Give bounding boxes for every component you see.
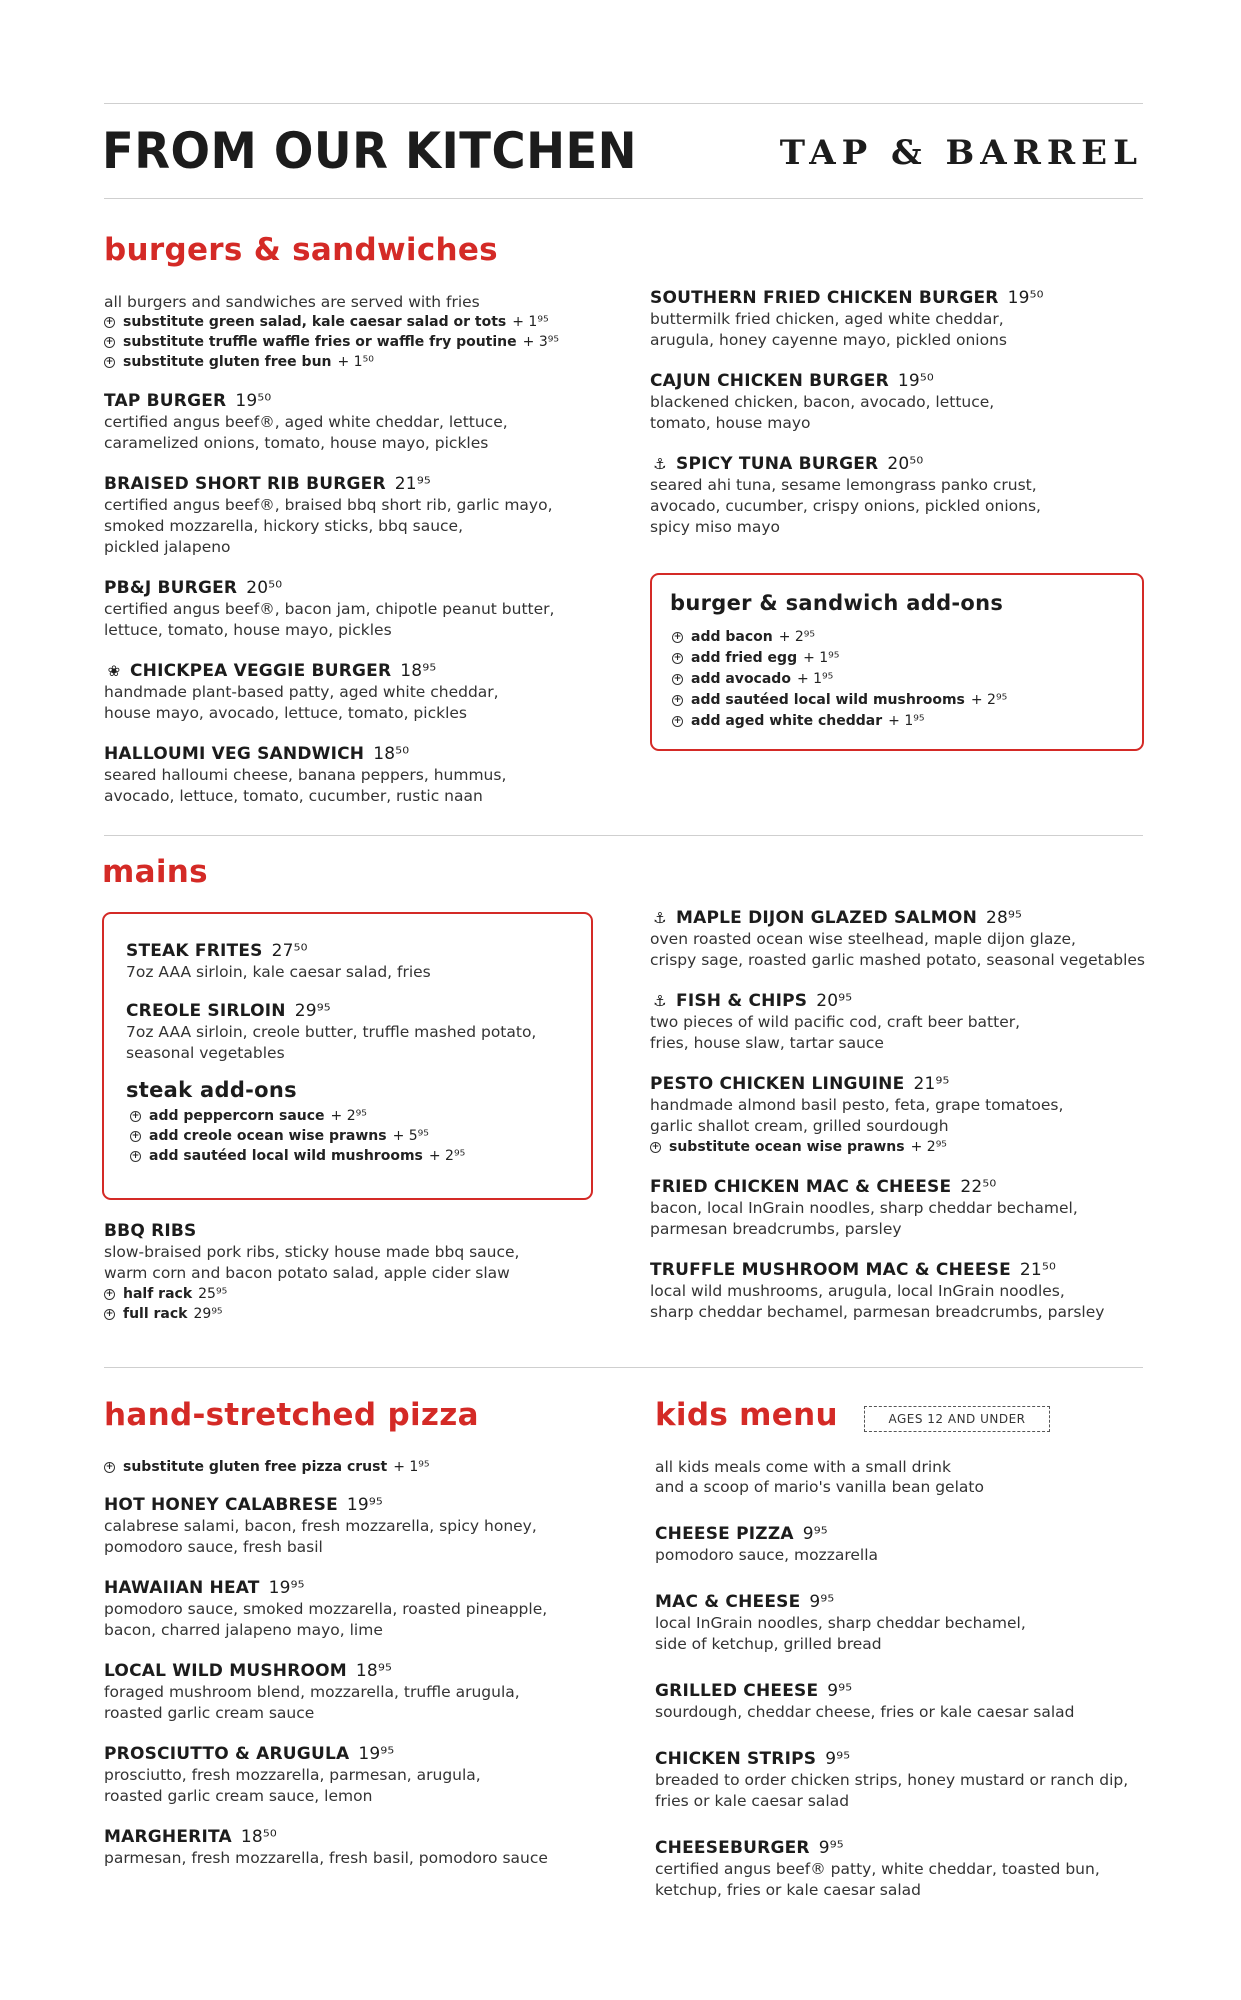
- item-price: 9⁹⁵: [827, 1681, 853, 1701]
- option-price: + 2⁹⁵: [970, 692, 1008, 708]
- add-icon: +: [131, 1110, 140, 1121]
- option-row: [672, 711, 1124, 732]
- option-price: + 2⁹⁵: [778, 629, 816, 645]
- bbq-ribs-name: BBQ RIBS: [104, 1221, 197, 1241]
- item-name-row: [650, 907, 1150, 929]
- add-icon: +: [673, 632, 682, 642]
- menu-item: [104, 473, 664, 558]
- item-desc: warm corn and bacon potato salad, apple cider slaw: [104, 1264, 510, 1282]
- ages-badge: AGES 12 AND UNDER: [864, 1406, 1050, 1432]
- pizza-option: [104, 1457, 644, 1477]
- item-desc: house mayo, avocado, lettuce, tomato, pickles: [104, 704, 467, 722]
- item-name-row: [126, 1000, 569, 1022]
- item-name: PB&J BURGER: [104, 578, 238, 598]
- item-price: 20⁵⁰: [246, 578, 283, 598]
- item-name: BRAISED SHORT RIB BURGER: [104, 474, 386, 494]
- item-desc: tomato, house mayo: [650, 414, 811, 432]
- item-price: 28⁹⁵: [986, 908, 1023, 928]
- steak-box: [102, 912, 593, 1200]
- option-row: [672, 648, 1124, 669]
- item-name: HALLOUMI VEG SANDWICH: [104, 744, 365, 764]
- item-desc: two pieces of wild pacific cod, craft beer batter,: [650, 1013, 1021, 1031]
- option-price: 25⁹⁵: [198, 1286, 228, 1302]
- add-icon: +: [673, 674, 682, 684]
- kids-note: [655, 1457, 1155, 1497]
- option-row: [672, 690, 1124, 711]
- option-price: + 1⁵⁰: [337, 354, 374, 370]
- section-title-mains: mains: [102, 854, 208, 890]
- option-label: add sautéed local wild mushrooms: [149, 1148, 423, 1164]
- option-row: [650, 1137, 1150, 1157]
- burger-addons-title: burger & sandwich add-ons: [670, 591, 1004, 615]
- option-price: + 2⁹⁵: [428, 1148, 466, 1164]
- item-desc: bacon, charred jalapeno mayo, lime: [104, 1621, 383, 1639]
- item-price: 18⁹⁵: [400, 661, 437, 681]
- item-desc: fries or kale caesar salad: [655, 1792, 850, 1810]
- item-name: CHEESEBURGER: [655, 1838, 810, 1858]
- item-name-row: [650, 453, 1130, 475]
- item-name-row: [650, 1176, 1150, 1198]
- ocean-wise-icon: ⚓: [653, 909, 667, 927]
- item-name: TRUFFLE MUSHROOM MAC & CHEESE: [650, 1260, 1011, 1280]
- item-price: 18⁹⁵: [355, 1661, 392, 1681]
- mains-right-list: [650, 907, 1150, 1323]
- item-desc: calabrese salami, bacon, fresh mozzarella, spicy honey,: [104, 1517, 537, 1535]
- item-price: 9⁹⁵: [809, 1592, 835, 1612]
- item-desc: seared ahi tuna, sesame lemongrass panko crust,: [650, 476, 1037, 494]
- burger-addons-list: [670, 627, 1124, 732]
- section-title-kids: kids menu: [655, 1397, 838, 1433]
- add-icon: +: [131, 1130, 140, 1141]
- add-icon: +: [673, 695, 682, 705]
- page-title: FROM OUR KITCHEN: [102, 122, 638, 180]
- item-desc: roasted garlic cream sauce: [104, 1704, 315, 1722]
- item-desc: sharp cheddar bechamel, parmesan breadcrumbs, parsley: [650, 1303, 1105, 1321]
- item-name-row: [104, 743, 664, 765]
- item-price: 9⁹⁵: [818, 1838, 844, 1858]
- menu-item: [104, 1826, 644, 1869]
- item-name: FRIED CHICKEN MAC & CHEESE: [650, 1177, 952, 1197]
- option-row: [104, 312, 664, 332]
- option-label: add creole ocean wise prawns: [149, 1128, 387, 1144]
- bbq-ribs-item: [104, 1220, 644, 1324]
- ocean-wise-icon: ⚓: [653, 992, 667, 1010]
- item-name: SOUTHERN FRIED CHICKEN BURGER: [650, 288, 999, 308]
- item-name-row: [655, 1680, 1155, 1702]
- item-name: CHICKPEA VEGGIE BURGER: [130, 661, 392, 681]
- item-desc: parmesan breadcrumbs, parsley: [650, 1220, 902, 1238]
- item-desc: parmesan, fresh mozzarella, fresh basil, pomodoro sauce: [104, 1849, 548, 1867]
- item-name: HOT HONEY CALABRESE: [104, 1495, 338, 1515]
- item-name-row: [104, 390, 664, 412]
- option-price: + 1⁹⁵: [803, 650, 840, 666]
- item-desc: seasonal vegetables: [126, 1044, 285, 1062]
- menu-item: [650, 287, 1130, 351]
- option-row: [104, 1284, 644, 1304]
- menu-item: [104, 1743, 644, 1807]
- option-label: half rack: [123, 1286, 193, 1302]
- plant-based-icon: ❀: [107, 662, 121, 680]
- item-name-row: [655, 1748, 1155, 1770]
- steak-addons-list: [126, 1106, 569, 1166]
- item-desc: pomodoro sauce, mozzarella: [655, 1546, 879, 1564]
- item-desc: avocado, lettuce, tomato, cucumber, rustic naan: [104, 787, 483, 805]
- item-price: 18⁵⁰: [240, 1827, 277, 1847]
- item-price: 9⁹⁵: [825, 1749, 851, 1769]
- pizza-rule: [104, 1367, 1143, 1368]
- item-name: PESTO CHICKEN LINGUINE: [650, 1074, 905, 1094]
- menu-item: [650, 370, 1130, 434]
- item-price: 19⁹⁵: [346, 1495, 383, 1515]
- option-label: substitute gluten free pizza crust: [123, 1459, 388, 1475]
- item-desc: pickled jalapeno: [104, 538, 231, 556]
- kids-note-line: and a scoop of mario's vanilla bean gelato: [655, 1478, 984, 1496]
- item-name: HAWAIIAN HEAT: [104, 1578, 260, 1598]
- menu-item: [650, 990, 1150, 1054]
- menu-item: [655, 1591, 1155, 1655]
- add-icon: +: [673, 716, 682, 726]
- brand-logo: TAP & BARREL: [779, 133, 1143, 173]
- option-row: [672, 627, 1124, 648]
- item-desc: roasted garlic cream sauce, lemon: [104, 1787, 373, 1805]
- item-desc: pomodoro sauce, fresh basil: [104, 1538, 323, 1556]
- item-desc: pomodoro sauce, smoked mozzarella, roasted pineapple,: [104, 1600, 548, 1618]
- item-name-row: [104, 1660, 644, 1682]
- item-name-row: [655, 1591, 1155, 1613]
- item-desc: oven roasted ocean wise steelhead, maple dijon glaze,: [650, 930, 1076, 948]
- section-title-burgers: burgers & sandwiches: [104, 232, 498, 268]
- item-desc: caramelized onions, tomato, house mayo, pickles: [104, 434, 489, 452]
- menu-item: [126, 1000, 569, 1064]
- burgers-right-column: [650, 287, 1130, 538]
- item-price: 21⁹⁵: [394, 474, 431, 494]
- section-title-pizza: hand-stretched pizza: [104, 1397, 479, 1433]
- burgers-left-column: [104, 292, 664, 807]
- option-label: substitute green salad, kale caesar salad or tots: [123, 314, 507, 330]
- option-price: + 3⁹⁵: [522, 334, 559, 350]
- option-label: full rack: [123, 1306, 188, 1322]
- option-label: substitute gluten free bun: [123, 354, 332, 370]
- mains-right-column: [650, 907, 1150, 1323]
- item-desc: foraged mushroom blend, mozzarella, truffle arugula,: [104, 1683, 520, 1701]
- option-row: [130, 1126, 569, 1146]
- option-price: + 2⁹⁵: [330, 1108, 367, 1124]
- item-desc: certified angus beef®, braised bbq short rib, garlic mayo,: [104, 496, 553, 514]
- item-name: STEAK FRITES: [126, 941, 263, 961]
- item-desc: blackened chicken, bacon, avocado, lettuce,: [650, 393, 995, 411]
- item-name: MAC & CHEESE: [655, 1592, 801, 1612]
- item-desc: buttermilk fried chicken, aged white cheddar,: [650, 310, 1004, 328]
- option-row: [130, 1106, 569, 1126]
- item-name-row: [126, 940, 569, 962]
- add-icon: +: [105, 1308, 114, 1319]
- item-name: FISH & CHIPS: [676, 991, 808, 1011]
- option-label: add fried egg: [691, 650, 798, 666]
- option-row: [672, 669, 1124, 690]
- menu-item: [655, 1680, 1155, 1723]
- add-icon: +: [131, 1150, 140, 1161]
- header-rule: [104, 198, 1143, 199]
- item-name-row: [104, 660, 664, 682]
- item-desc: 7oz AAA sirloin, creole butter, truffle mashed potato,: [126, 1023, 537, 1041]
- item-name: MAPLE DIJON GLAZED SALMON: [676, 908, 977, 928]
- menu-item: [650, 1176, 1150, 1240]
- item-desc: arugula, honey cayenne mayo, pickled onions: [650, 331, 1007, 349]
- item-name: TAP BURGER: [104, 391, 227, 411]
- burgers-options: [104, 312, 664, 372]
- kids-list: [655, 1523, 1155, 1901]
- add-icon: +: [105, 1461, 114, 1472]
- item-name-row: [104, 577, 664, 599]
- item-desc: garlic shallot cream, grilled sourdough: [650, 1117, 949, 1135]
- menu-item: [104, 1494, 644, 1558]
- menu-item: [655, 1523, 1155, 1566]
- menu-item: [126, 940, 569, 983]
- item-desc: ketchup, fries or kale caesar salad: [655, 1881, 921, 1899]
- item-desc: crispy sage, roasted garlic mashed potato, seasonal vegetables: [650, 951, 1146, 969]
- item-name-row: [104, 473, 664, 495]
- item-name: MARGHERITA: [104, 1827, 232, 1847]
- pizza-column: [104, 1457, 644, 1869]
- pizza-list: [104, 1494, 644, 1869]
- steak-addons-title: steak add-ons: [126, 1078, 297, 1102]
- menu-item: [104, 1660, 644, 1724]
- menu-item: [104, 660, 664, 724]
- item-desc: slow-braised pork ribs, sticky house made bbq sauce,: [104, 1243, 520, 1261]
- menu-item: [650, 1073, 1150, 1157]
- item-price: 20⁵⁰: [887, 454, 924, 474]
- menu-item: [655, 1748, 1155, 1812]
- item-price: 19⁵⁰: [897, 371, 934, 391]
- option-label: add aged white cheddar: [691, 713, 883, 729]
- item-name: SPICY TUNA BURGER: [676, 454, 879, 474]
- option-label: add sautéed local wild mushrooms: [691, 692, 965, 708]
- burgers-right-list: [650, 287, 1130, 538]
- item-price: 27⁵⁰: [271, 941, 308, 961]
- item-desc: avocado, cucumber, crispy onions, pickled onions,: [650, 497, 1041, 515]
- item-name: PROSCIUTTO & ARUGULA: [104, 1744, 350, 1764]
- menu-item: [655, 1837, 1155, 1901]
- item-name-row: [655, 1523, 1155, 1545]
- add-icon: +: [105, 356, 114, 367]
- option-price: + 1⁹⁵: [393, 1459, 430, 1475]
- menu-item: [104, 390, 664, 454]
- add-icon: +: [105, 1288, 114, 1299]
- option-label: substitute truffle waffle fries or waffle fry poutine: [123, 334, 517, 350]
- item-name: LOCAL WILD MUSHROOM: [104, 1661, 347, 1681]
- item-name: CHEESE PIZZA: [655, 1524, 794, 1544]
- item-price: 21⁵⁰: [1019, 1260, 1056, 1280]
- item-name-row: [104, 1743, 644, 1765]
- option-label: substitute ocean wise prawns: [669, 1139, 905, 1155]
- kids-column: [655, 1457, 1155, 1901]
- option-price: + 2⁹⁵: [910, 1139, 947, 1155]
- option-price: + 5⁹⁵: [392, 1128, 429, 1144]
- bbq-ribs-options: [104, 1284, 644, 1324]
- option-label: add avocado: [691, 671, 791, 687]
- item-desc: certified angus beef®, aged white cheddar, lettuce,: [104, 413, 508, 431]
- add-icon: +: [105, 336, 114, 347]
- item-desc: side of ketchup, grilled bread: [655, 1635, 882, 1653]
- item-price: 18⁵⁰: [373, 744, 410, 764]
- item-desc: handmade plant-based patty, aged white cheddar,: [104, 683, 499, 701]
- menu-item: [650, 1259, 1150, 1323]
- item-name: CREOLE SIRLOIN: [126, 1001, 286, 1021]
- item-price: 19⁹⁵: [268, 1578, 305, 1598]
- steak-list: [126, 940, 569, 1064]
- item-name-row: [655, 1837, 1155, 1859]
- item-name-row: [104, 1494, 644, 1516]
- item-price: 19⁹⁵: [358, 1744, 395, 1764]
- item-desc: certified angus beef®, bacon jam, chipotle peanut butter,: [104, 600, 555, 618]
- item-desc: certified angus beef® patty, white cheddar, toasted bun,: [655, 1860, 1100, 1878]
- top-rule: [104, 103, 1143, 104]
- item-desc: 7oz AAA sirloin, kale caesar salad, fries: [126, 963, 431, 981]
- mains-rule: [104, 835, 1143, 836]
- item-name-row: [650, 990, 1150, 1012]
- item-name-row: [104, 1826, 644, 1848]
- item-name: CHICKEN STRIPS: [655, 1749, 817, 1769]
- kids-note-line: all kids meals come with a small drink: [655, 1458, 951, 1476]
- item-price: 20⁹⁵: [816, 991, 853, 1011]
- menu-item: [104, 1577, 644, 1641]
- item-name-row: [650, 1073, 1150, 1095]
- item-price: 29⁹⁵: [294, 1001, 331, 1021]
- item-desc: lettuce, tomato, house mayo, pickles: [104, 621, 392, 639]
- item-price: 19⁵⁰: [1007, 288, 1044, 308]
- option-row: [104, 352, 664, 372]
- option-row: [104, 332, 664, 352]
- item-name-row: [650, 370, 1130, 392]
- option-row: [130, 1146, 569, 1166]
- option-price: + 1⁹⁵: [512, 314, 549, 330]
- item-price: 21⁹⁵: [913, 1074, 950, 1094]
- item-desc: prosciutto, fresh mozzarella, parmesan, arugula,: [104, 1766, 481, 1784]
- option-label: add peppercorn sauce: [149, 1108, 325, 1124]
- add-icon: +: [673, 653, 682, 663]
- ocean-wise-icon: ⚓: [653, 455, 667, 473]
- burger-addons-box: [650, 573, 1144, 751]
- menu-item: [104, 743, 664, 807]
- menu-item: [104, 577, 664, 641]
- menu-item: [650, 907, 1150, 971]
- item-desc: seared halloumi cheese, banana peppers, hummus,: [104, 766, 507, 784]
- item-desc: bacon, local InGrain noodles, sharp cheddar bechamel,: [650, 1199, 1078, 1217]
- item-desc: smoked mozzarella, hickory sticks, bbq sauce,: [104, 517, 464, 535]
- item-name: CAJUN CHICKEN BURGER: [650, 371, 889, 391]
- item-name-row: [104, 1577, 644, 1599]
- item-desc: local InGrain noodles, sharp cheddar bechamel,: [655, 1614, 1026, 1632]
- add-icon: +: [105, 316, 114, 327]
- item-name-row: [650, 287, 1130, 309]
- item-desc: spicy miso mayo: [650, 518, 780, 536]
- bbq-ribs-desc: [104, 1242, 644, 1284]
- burgers-note: all burgers and sandwiches are served with fries: [104, 293, 480, 311]
- option-row: [104, 1457, 644, 1477]
- item-desc: breaded to order chicken strips, honey mustard or ranch dip,: [655, 1771, 1129, 1789]
- item-name-row: [650, 1259, 1150, 1281]
- option-price: + 1⁹⁵: [796, 671, 834, 687]
- option-row: [104, 1304, 644, 1324]
- burgers-left-list: [104, 390, 664, 807]
- add-icon: +: [651, 1141, 660, 1152]
- item-desc: handmade almond basil pesto, feta, grape tomatoes,: [650, 1096, 1064, 1114]
- item-desc: local wild mushrooms, arugula, local InGrain noodles,: [650, 1282, 1065, 1300]
- item-price: 9⁹⁵: [802, 1524, 828, 1544]
- option-price: 29⁹⁵: [193, 1306, 223, 1322]
- item-desc: fries, house slaw, tartar sauce: [650, 1034, 884, 1052]
- item-desc: sourdough, cheddar cheese, fries or kale caesar salad: [655, 1703, 1075, 1721]
- option-label: add bacon: [691, 629, 773, 645]
- item-price: 19⁵⁰: [235, 391, 272, 411]
- item-price: 22⁵⁰: [960, 1177, 997, 1197]
- option-price: + 1⁹⁵: [888, 713, 925, 729]
- menu-item: [650, 453, 1130, 538]
- item-name: GRILLED CHEESE: [655, 1681, 819, 1701]
